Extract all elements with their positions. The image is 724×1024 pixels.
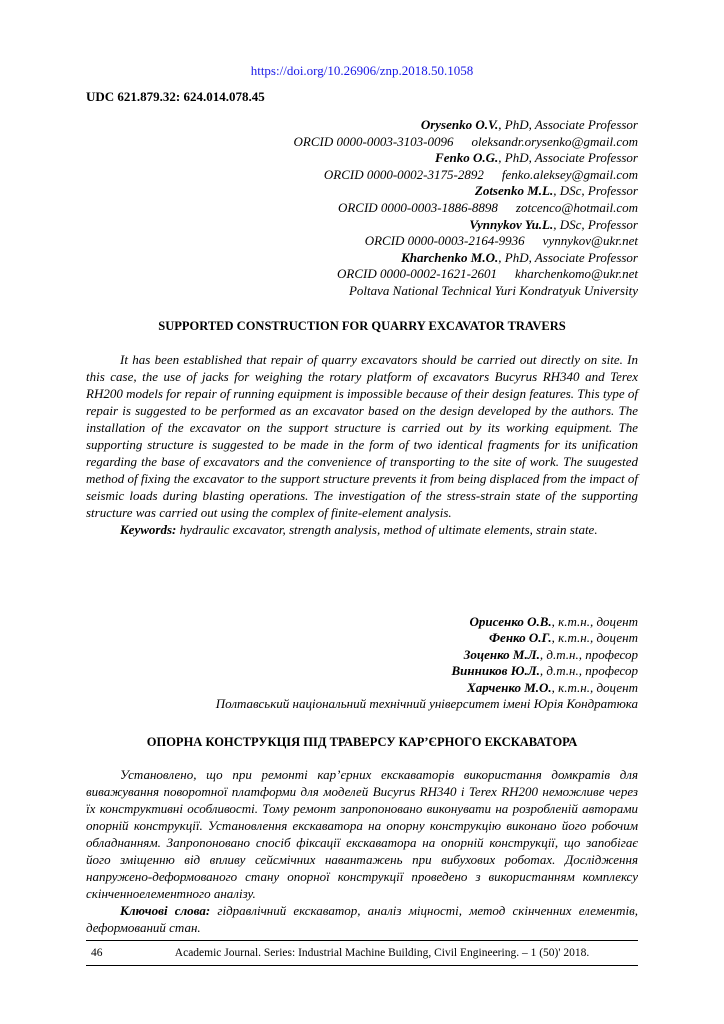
orcid-line	[294, 233, 638, 250]
author-name: Fenko O.G.	[435, 150, 499, 166]
author-name: Зоценко М.Л.	[463, 646, 540, 662]
author-name: Фенко О.Г.	[489, 630, 552, 646]
orcid-id: ORCID 0000-0003-2164-9936	[364, 233, 525, 249]
author-title: , PhD, Associate Professor	[498, 249, 638, 265]
author-name: Orysenko O.V.	[420, 117, 499, 132]
author-title: , к.т.н., доцент	[551, 679, 638, 695]
author-title: , DSc, Professor	[553, 216, 638, 232]
keywords-label-ua: Ключові слова:	[120, 903, 211, 918]
affiliation-en: Poltava National Technical Yuri Kondratyuk University	[348, 282, 638, 298]
author-email: zotcenco@hotmail.com	[515, 199, 638, 215]
author-line	[294, 183, 638, 200]
author-line	[294, 217, 638, 234]
author-email: kharchenkomo@ukr.net	[514, 266, 638, 282]
keywords-label-en: Keywords:	[120, 522, 177, 537]
author-title: , PhD, Associate Professor	[498, 117, 638, 132]
author-name: Kharchenko M.O.	[401, 249, 499, 265]
author-title: , DSc, Professor	[553, 183, 638, 199]
journal-reference: Academic Journal. Series: Industrial Machine Building, Civil Engineering. – 1 (50)' 2018.	[174, 947, 590, 959]
author-line	[216, 630, 638, 646]
author-name: Zotsenko M.L.	[474, 183, 554, 199]
keywords-ua	[86, 902, 638, 936]
author-name: Vynnykov Yu.L.	[469, 216, 554, 232]
author-title: , д.т.н., професор	[539, 646, 638, 662]
paper-title-en: SUPPORTED CONSTRUCTION FOR QUARRY EXCAVATOR TRAVERS	[158, 319, 566, 333]
orcid-id: ORCID 0000-0003-1886-8898	[337, 199, 498, 215]
author-line	[294, 117, 638, 134]
abstract-text-ua: Установлено, що при ремонті кар’єрних екскаваторів використання домкратів для виважування поворотної платформи для моделей Bucyrus RH340 і Terex RH200 неможливе через їх конструктивні особливості. Тому ремонт запропоновано виконувати на розробленій авторами опорній конструкції. Установлення екскаватора на опорну конструкцію виконано його робочим обладнанням. Запропоновано спосіб фіксації екскаватора на опорній конструкції, що запобігає його зміщенню від впливу сейсмічних навантажень при вибухових роботах. Дослідження напружено-деформованого стану опорної конструкції проведено з використанням комплексу скінченноелементного аналізу.	[86, 767, 638, 901]
orcid-line	[294, 200, 638, 217]
footer-rule-bottom	[86, 965, 638, 966]
abstract-text-en: It has been established that repair of quarry excavators should be carried out directly on site. In this case, the use of jacks for weighing the rotary platform of excavators Bucyrus RH340 and Terex RH200 models for repair of running equipment is impossible because of their design features. This type of repair is suggested to be performed as an excavator based on the design developed by the authors. The installation of the excavator on the support structure is carried out by its working equipment. The supporting structure is suggested to be made in the form of two identical fragments for its unification regarding the base of excavators and the convenience of transporting to the site of work. The suugested method of fixing the excavator to the support structure prevents it from being displaced from the impact of seismic loads during blasting operations. The investigation of the stress-strain state of the supporting structure was carried out using the complex of finite-element analysis.	[86, 352, 638, 520]
author-line	[216, 647, 638, 663]
abstract-en	[86, 351, 638, 538]
orcid-id: ORCID 0000-0003-3103-0096	[293, 133, 454, 149]
author-line	[294, 250, 638, 267]
author-line	[216, 614, 638, 630]
authors-block-ua	[216, 614, 638, 712]
author-title: , PhD, Associate Professor	[498, 150, 638, 166]
abstract-ua	[86, 766, 638, 936]
orcid-id: ORCID 0000-0002-1621-2601	[337, 266, 497, 282]
keywords-text-ua: гідравлічний екскаватор, аналіз міцності, метод скінченних елементів, деформований стан.	[86, 903, 639, 935]
orcid-id: ORCID 0000-0002-3175-2892	[323, 166, 484, 182]
orcid-line	[294, 167, 638, 184]
affiliation-ua: Полтавський національний технічний університет імені Юрія Кондратюка	[215, 696, 638, 712]
author-email: oleksandr.orysenko@gmail.com	[471, 133, 638, 149]
orcid-line	[294, 134, 638, 151]
authors-block-en	[294, 117, 638, 300]
author-name: Харченко М.О.	[467, 679, 552, 695]
author-email: vynnykov@ukr.net	[542, 233, 638, 249]
keywords-en	[86, 521, 638, 538]
footer-rule-top	[86, 940, 638, 941]
author-title: , к.т.н., доцент	[551, 614, 638, 629]
author-email: fenko.aleksey@gmail.com	[501, 166, 638, 182]
doi-link[interactable]: https://doi.org/10.26906/znp.2018.50.1058	[250, 63, 474, 78]
page-number: 46	[91, 947, 103, 959]
orcid-line	[294, 266, 638, 283]
author-name: Орисенко О.В.	[469, 614, 552, 629]
author-title: , к.т.н., доцент	[551, 630, 638, 646]
author-title: , д.т.н., професор	[539, 663, 638, 679]
author-line	[216, 663, 638, 679]
author-name: Винников Ю.Л.	[451, 663, 540, 679]
author-line	[216, 680, 638, 696]
paper-title-ua: ОПОРНА КОНСТРУКЦІЯ ПІД ТРАВЕРСУ КАР’ЄРНОГО ЕКСКАВАТОРА	[146, 735, 578, 749]
keywords-text-en: hydraulic excavator, strength analysis, method of ultimate elements, strain state.	[176, 522, 598, 537]
udc-code: UDC 621.879.32: 624.014.078.45	[86, 89, 265, 104]
author-line	[294, 150, 638, 167]
